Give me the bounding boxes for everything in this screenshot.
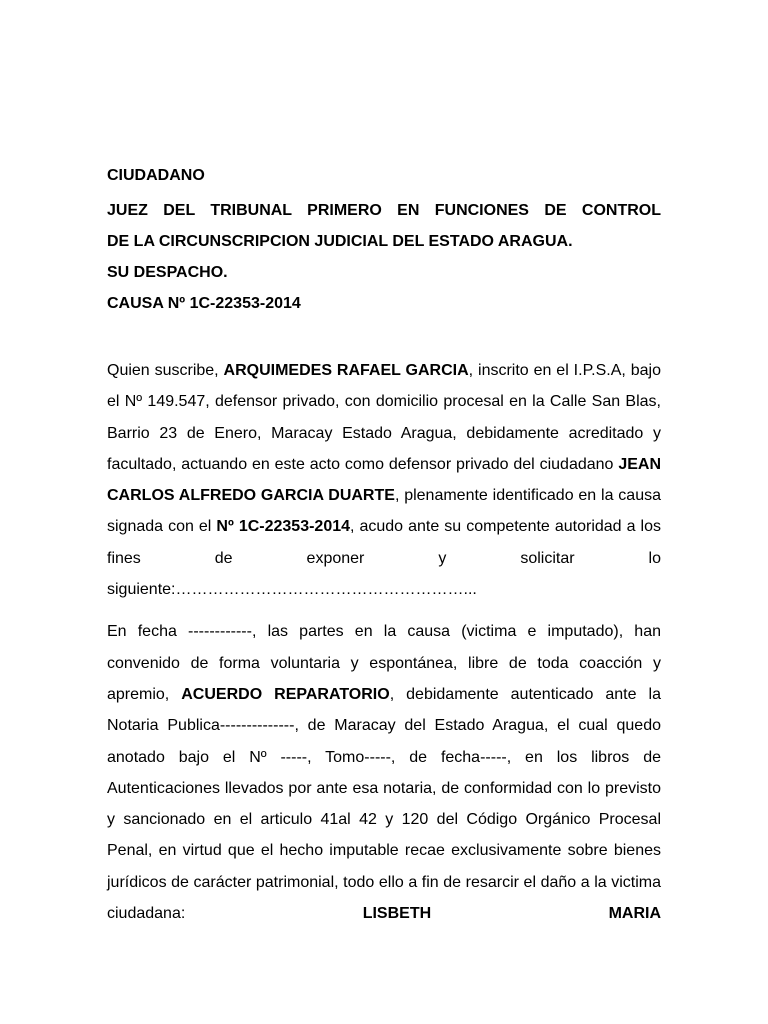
attorney-name: ARQUIMEDES RAFAEL GARCIA xyxy=(223,362,469,379)
case-number-heading: CAUSA Nº 1C-22353-2014 xyxy=(107,295,301,312)
paragraph-text: , plenamente identificado en la causa signada con el xyxy=(107,487,661,536)
paragraph-text: , inscrito en el I.P.S.A, bajo el Nº 149.547, defensor privado, con domicilio procesal en la Calle San Blas, Barrio 23 de Enero, Maracay Estado Aragua, debidamente acreditado y facultado, actuando en este acto como defensor privado del ciudadano xyxy=(107,362,662,473)
defendant-name: JEAN CARLOS ALFREDO GARCIA DUARTE xyxy=(107,455,661,505)
paragraph-text: En fecha ------------, las partes en la causa (victima e imputado), han convenido de forma voluntaria y espontánea, libre de toda coacción y apremio, xyxy=(107,623,661,703)
agreement-paragraph xyxy=(107,616,661,929)
judge-heading-line-2: DE LA CIRCUNSCRIPCION JUDICIAL DEL ESTADO ARAGUA. xyxy=(107,233,573,250)
paragraph-text: Quien suscribe, xyxy=(107,362,224,379)
judge-heading-line-1: JUEZ DEL TRIBUNAL PRIMERO EN FUNCIONES DE CONTROL xyxy=(107,202,661,219)
addressee-heading: CIUDADANO xyxy=(107,167,205,184)
petition-paragraph xyxy=(107,355,661,605)
paragraph-text: , debidamente autenticado ante la Notaria Publica--------------, de Maracay del Estado Aragua, el cual quedo anotado bajo el Nº -----, Tomo-----, de fecha-----, en los libros de Autenticaciones llevados por ante esa notaria, de conformidad con lo previsto y sancionado en el articulo 41al 42 y 120 del Código Orgánico Procesal Penal, en virtud que el hecho imputable recae exclusivamente sobre bienes jurídicos de carácter patrimonial, todo ello a fin de resarcir el daño a la victima ciudadana: xyxy=(107,685,661,923)
victim-name: LISBETH MARIA xyxy=(362,905,661,923)
document-body xyxy=(107,164,661,929)
paragraph-text: , acudo ante su competente autoridad a los fines de exponer y solicitar lo siguiente:………………………………………………... xyxy=(107,518,661,599)
agreement-title: ACUERDO REPARATORIO xyxy=(181,685,390,703)
office-heading: SU DESPACHO. xyxy=(107,264,228,281)
case-reference: Nº 1C-22353-2014 xyxy=(216,518,351,536)
